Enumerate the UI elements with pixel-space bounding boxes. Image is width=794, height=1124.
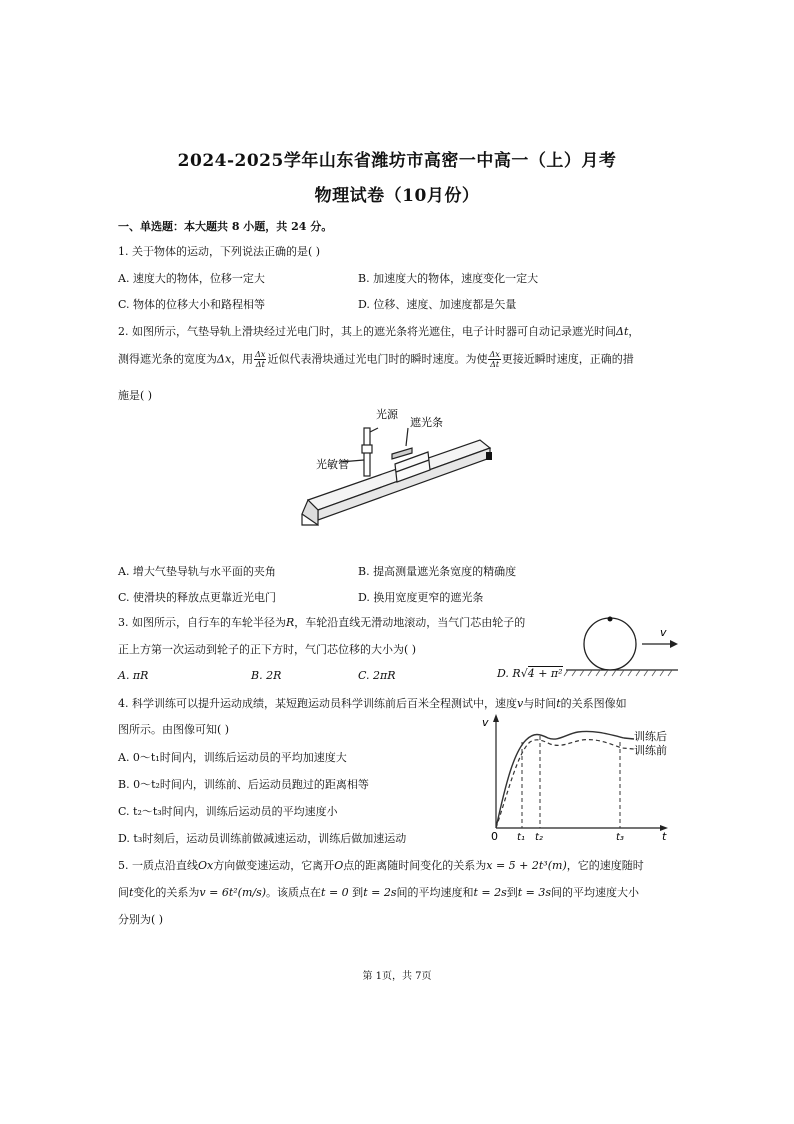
q5-text: 间的平均速度大小 [551,886,640,899]
q1-option-b: B. 加速度大的物体，速度变化一定大 [358,272,539,285]
velocity-arrowhead [670,640,678,648]
q4-option-c: C. t₂～t₃时间内，训练后运动员的平均速度小 [118,805,338,818]
q4-line-1 [118,695,627,711]
q1-option-a: A. 速度大的物体，位移一定大 [118,272,265,285]
shading-strip [392,448,412,459]
q5-text: 变化的关系为 [133,886,200,899]
legend-after: 训练后 [634,730,667,743]
q4-v: v [517,697,524,710]
q5-o: O [334,859,344,872]
valve-dot [608,617,613,622]
q3-d-text: D. R [497,667,521,680]
q3-text: ，车轮沿直线无滑动地滚动，当气门芯由轮子的 [294,616,526,629]
vt-graph [478,712,678,844]
q5-x-eq: x = 5 + 2t³(m) [486,859,567,872]
q3-r: R [286,616,295,629]
q5-line-2 [118,884,639,900]
q1-option-c: C. 物体的位移大小和路程相等 [118,298,266,311]
wheel-figure [562,610,682,682]
q2-line-3: 施是( ) [118,389,153,402]
q5-t: t [129,886,134,899]
q2-option-d: D. 换用宽度更窄的遮光条 [358,591,484,604]
air-track-figure [300,400,510,535]
q2-text: 2. 如图所示，气垫导轨上滑块经过光电门时，其上的遮光条将光遮住，电子计时器可自动记录遮光时间 [118,325,616,338]
ground-hatch [564,670,672,676]
q5-v-eq: v = 6t²(m/s) [199,886,267,899]
q4-line-2: 图所示。由图像可知( ) [118,723,230,736]
q3-option-a: A. πR [118,669,149,682]
strip-leader [406,428,408,446]
legend-before: 训练前 [634,744,667,757]
q5-t0: t = 0 [321,886,349,899]
y-axis-arrow [493,714,499,722]
q5-text: ，它的速度随时 [566,859,644,872]
q4-option-a: A. 0～t₁时间内，训练后运动员的平均加速度大 [118,751,347,764]
q3-option-d: D. R√4 + π² [497,667,563,680]
page-footer: 第 1页，共 7页 [362,971,432,982]
q2-fraction-2 [488,350,500,369]
q3-text: 3. 如图所示，自行车的车轮半径为 [118,616,286,629]
q3-line-2: 正上方第一次运动到轮子的正下方时，气门芯位移的大小为( ) [118,643,417,656]
q2-dt: Δt [616,325,629,338]
q2-option-a: A. 增大气垫导轨与水平面的夹角 [118,565,276,578]
source-leader [370,428,378,432]
q5-line-3: 分别为( ) [118,913,164,926]
velocity-label: v [660,626,667,639]
label-photo-tube: 光敏管 [316,458,349,471]
q5-text: 。该质点在 [266,886,322,899]
q5-text: 方向做变速运动，它离开 [213,859,335,872]
q2-line-1 [118,323,639,339]
q2-option-c: C. 使滑块的释放点更靠近光电门 [118,591,277,604]
q5-line-1 [118,857,644,873]
label-light-source: 光源 [376,408,398,421]
q5-text: 到 [506,886,518,899]
q5-t2b: t = 2s [473,886,507,899]
section-heading: 一、单选题：本大题共 8 小题，共 24 分。 [118,220,333,233]
q2-fraction [254,350,266,369]
fraction-numerator: Δx [489,350,500,359]
t3-label: t₃ [616,832,624,843]
q5-text: 点的距离随时间变化的关系为 [343,859,487,872]
q4-text: 的关系图像如 [560,697,627,710]
q4-option-d: D. t₃时刻后，运动员训练前做减速运动，训练后做加速运动 [118,832,407,845]
wheel-circle [584,618,636,670]
track-stopper [486,452,492,460]
q2-text: ，用 [231,352,254,366]
q5-t3: t = 3s [517,886,552,899]
fraction-numerator: Δx [255,350,266,359]
fraction-denominator: Δt [490,360,500,369]
q2-option-b: B. 提高测量遮光条宽度的精确度 [358,565,517,578]
q5-text: 间 [118,886,129,899]
q2-text: 更接近瞬时速度，正确的措 [501,352,634,366]
x-axis-label: t [662,830,667,843]
q5-ox: Ox [198,859,214,872]
t2-label: t₂ [535,832,543,843]
q3-d-radicand: 4 + π² [527,667,563,680]
y-axis-label: v [482,716,489,729]
photogate-head [362,445,372,453]
q5-text: 到 [348,886,364,899]
q2-line-2 [118,350,634,369]
q5-text: 间的平均速度和 [396,886,474,899]
title-line-2: 物理试卷（10月份） [314,186,480,206]
q3-option-b: B. 2R [251,669,282,682]
origin-label: 0 [491,830,498,843]
q2-text: 测得遮光条的宽度为 [118,352,217,366]
fraction-denominator: Δt [255,360,265,369]
t1-label: t₁ [517,832,525,843]
q2-text: 近似代表滑块通过光电门时的瞬时速度。为使 [267,352,488,366]
q5-t2: t = 2s [363,886,397,899]
q4-text: 4. 科学训练可以提升运动成绩，某短跑运动员科学训练前后百米全程测试中，速度 [118,697,517,710]
title-line-1: 2024-2025学年山东省潍坊市高密一中高一（上）月考 [177,151,617,171]
q4-t: t [556,697,561,710]
q3-option-c: C. 2πR [358,669,396,682]
q1-option-d: D. 位移、速度、加速度都是矢量 [358,298,517,311]
label-shading-strip: 遮光条 [410,416,443,429]
q4-option-b: B. 0～t₂时间内，训练前、后运动员跑过的距离相等 [118,778,369,791]
q4-text: 与时间 [523,697,557,710]
q2-punct: ， [628,325,640,338]
q3-line-1 [118,614,525,630]
curve-after-training [496,731,634,828]
q5-text: 5. 一质点沿直线 [118,859,198,872]
q1-stem: 1. 关于物体的运动，下列说法正确的是( ) [118,245,321,258]
q2-dx: Δx [217,352,232,366]
